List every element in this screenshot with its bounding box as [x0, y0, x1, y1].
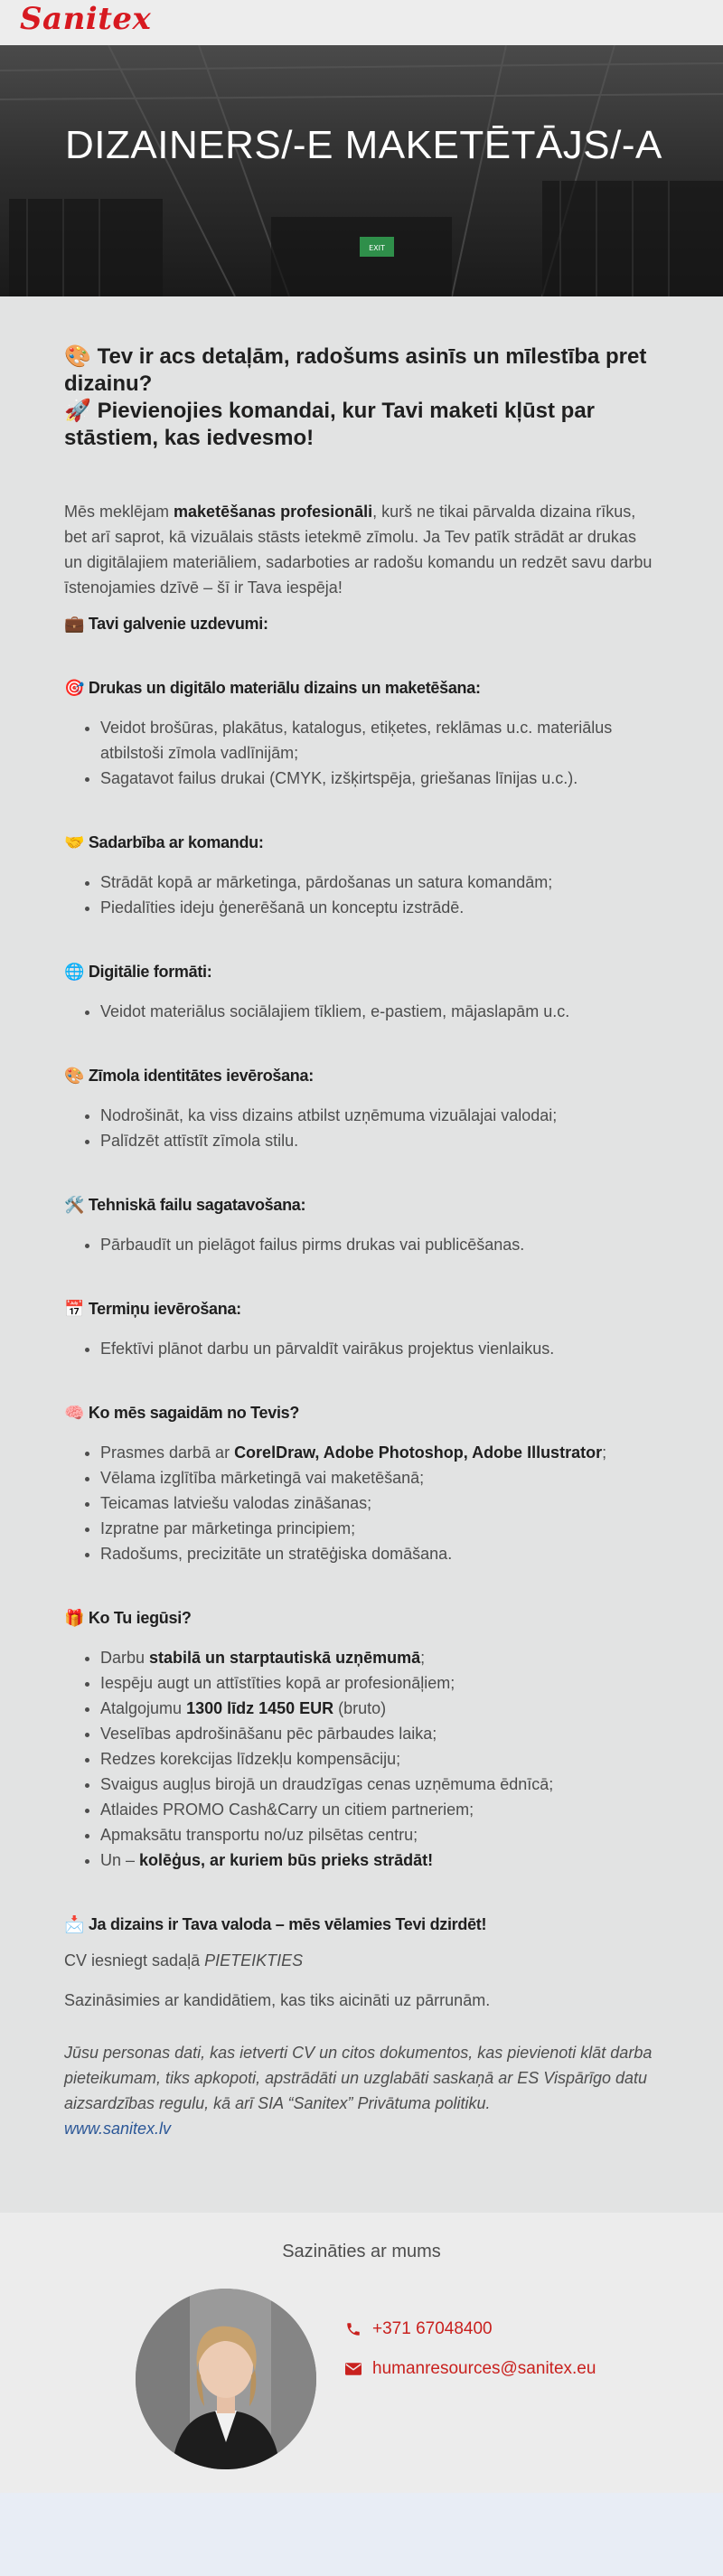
- list-item: • Sagatavot failus drukai (CMYK, izšķirtspēja, griešanas līnijas u.c.).: [100, 766, 657, 791]
- section-heading-deadlines: 📅 Termiņu ievērošana:: [64, 1300, 241, 1318]
- section-heading-digital: 🌐 Digitālie formāti:: [64, 963, 212, 981]
- section-heading-technical: 🛠️ Tehniskā failu sagatavošana:: [64, 1196, 306, 1214]
- section-heading-benefits: 🎁 Ko Tu iegūsi?: [64, 1609, 192, 1627]
- website-link[interactable]: www.sanitex.lv: [64, 2120, 172, 2138]
- palette-icon: 🎨: [64, 1067, 85, 1085]
- digital-list: [64, 999, 657, 1024]
- list-item: • Iespēju augt un attīstīties kopā ar profesionāļiem;: [100, 1670, 657, 1696]
- list-item: • Nodrošināt, ka viss dizains atbilst uzņēmuma vizuālajai valodai;: [100, 1103, 657, 1128]
- top-bar: [0, 0, 723, 45]
- brain-icon: 🧠: [64, 1404, 85, 1422]
- expectations-list: [64, 1440, 657, 1566]
- globe-icon: 🌐: [64, 963, 85, 981]
- list-item: • Veselības apdrošināšanu pēc pārbaudes laika;: [100, 1721, 657, 1746]
- envelope-icon: 📩: [64, 1915, 85, 1933]
- contact-title: Sazināties ar mums: [282, 2242, 441, 2261]
- list-item: • Piedalīties ideju ģenerēšanā un konceptu izstrādē.: [100, 895, 657, 920]
- technical-list: [64, 1232, 657, 1257]
- cv-instructions: CV iesniegt sadaļā PIETEIKTIES: [64, 1951, 304, 1970]
- list-item: • Atalgojumu 1300 līdz 1450 EUR (bruto): [100, 1696, 657, 1721]
- list-item: • Veidot materiālus sociālajiem tīkliem, e-pastiem, mājaslapām u.c.: [100, 999, 657, 1024]
- footer-strip: [0, 2493, 723, 2576]
- list-item: • Pārbaudīt un pielāgot failus pirms drukas vai publicēšanas.: [100, 1232, 657, 1257]
- section-heading-brand: 🎨 Zīmola identitātes ievērošana:: [64, 1067, 314, 1085]
- list-item: • Teicamas latviešu valodas zināšanas;: [100, 1490, 657, 1516]
- tasks-heading: 💼 Tavi galvenie uzdevumi:: [64, 615, 268, 633]
- recruiter-photo: [136, 2289, 316, 2469]
- email-address[interactable]: humanresources@sanitex.eu: [372, 2359, 596, 2378]
- calendar-icon: 📅: [64, 1300, 85, 1318]
- palette-icon: 🎨: [64, 344, 91, 369]
- list-item: • Prasmes darbā ar CorelDraw, Adobe Photoshop, Adobe Illustrator;: [100, 1440, 657, 1465]
- contact-section: [0, 2213, 723, 2493]
- job-description: [0, 296, 723, 2213]
- list-item: • Radošums, precizitāte un stratēģiska domāšana.: [100, 1541, 657, 1566]
- list-item: • Efektīvi plānot darbu un pārvaldīt vairākus projektus vienlaikus.: [100, 1336, 657, 1361]
- target-icon: 🎯: [64, 679, 85, 697]
- contact-note: Sazināsimies ar kandidātiem, kas tiks aicināti uz pārrunām.: [64, 1991, 491, 2009]
- list-item: • Strādāt kopā ar mārketinga, pārdošanas un satura komandām;: [100, 870, 657, 895]
- list-item: • Vēlama izglītība mārketingā vai maketēšanā;: [100, 1465, 657, 1490]
- briefcase-icon: 💼: [64, 615, 85, 633]
- list-item: • Redzes korekcijas līdzekļu kompensāciju;: [100, 1746, 657, 1772]
- phone-icon: [345, 2321, 362, 2337]
- sanitex-logo[interactable]: Sanitex: [20, 1, 152, 37]
- deadlines-list: [64, 1336, 657, 1361]
- list-item: • Atlaides PROMO Cash&Carry un citiem partneriem;: [100, 1797, 657, 1822]
- brand-list: [64, 1103, 657, 1153]
- intro-heading: 🎨 Tev ir acs detaļām, radošums asinīs un mīlestība pret dizainu? 🚀 Pievienojies komandai, kur Tavi maketi kļūst par stāstiem, kas iedvesmo!: [64, 344, 647, 450]
- list-item: • Palīdzēt attīstīt zīmola stilu.: [100, 1128, 657, 1153]
- tools-icon: 🛠️: [64, 1196, 85, 1214]
- list-item: • Apmaksātu transportu no/uz pilsētas centru;: [100, 1822, 657, 1847]
- page-title: DIZAINERS/-E MAKETĒTĀJS/-A: [65, 123, 662, 167]
- list-item: • Izpratne par mārketinga principiem;: [100, 1516, 657, 1541]
- apply-heading: 📩 Ja dizains ir Tava valoda – mēs vēlamies Tevi dzirdēt!: [64, 1915, 487, 1933]
- list-item: • Veidot brošūras, plakātus, katalogus, etiķetes, reklāmas u.c. materiālus atbilstoši zīmola vadlīnijām;: [100, 715, 657, 766]
- list-item: • Darbu stabilā un starptautiskā uzņēmumā;: [100, 1645, 657, 1670]
- section-heading-teamwork: 🤝 Sadarbība ar komandu:: [64, 833, 264, 851]
- hero-background-image: [0, 45, 723, 296]
- rocket-icon: 🚀: [64, 399, 91, 423]
- section-heading-design: 🎯 Drukas un digitālo materiālu dizains un maketēšana:: [64, 679, 481, 697]
- teamwork-list: [64, 870, 657, 920]
- section-heading-expectations: 🧠 Ko mēs sagaidām no Tevis?: [64, 1404, 300, 1422]
- list-item: • Un – kolēģus, ar kuriem būs prieks strādāt!: [100, 1847, 657, 1873]
- design-list: [64, 715, 657, 791]
- privacy-notice: Jūsu personas dati, kas ietverti CV un citos dokumentos, kas pievienoti klāt darba pieteikumam, tiks apkopoti, apstrādāti un uzglabāti saskaņā ar ES Vispārīgo datu aizsardzības regulu, kā arī SIA “Sanitex” Privātuma politiku. www.sanitex.lv: [64, 2044, 653, 2138]
- hero-banner: [0, 45, 723, 296]
- handshake-icon: 🤝: [64, 833, 85, 851]
- about-paragraph: Mēs meklējam maketēšanas profesionāli, kurš ne tikai pārvalda dizaina rīkus, bet arī saprot, kā vizuālais stāsts ietekmē zīmolu. Ja Tev patīk strādāt ar drukas un digitālajiem materiāliem, sadarboties ar radošu komandu un redzēt savu darbu īstenojamies dzīvē – šī ir Tava iespēja!: [64, 503, 653, 597]
- exit-sign: EXIT: [369, 244, 385, 252]
- email-icon: [345, 2363, 362, 2375]
- gift-icon: 🎁: [64, 1609, 85, 1627]
- phone-number[interactable]: +371 67048400: [372, 2319, 493, 2338]
- phone-contact[interactable]: [345, 2317, 493, 2341]
- apply-link[interactable]: PIETEIKTIES: [204, 1951, 304, 1970]
- email-contact[interactable]: [345, 2357, 596, 2381]
- benefits-list: [64, 1645, 657, 1873]
- list-item: • Svaigus augļus birojā un draudzīgas cenas uzņēmuma ēdnīcā;: [100, 1772, 657, 1797]
